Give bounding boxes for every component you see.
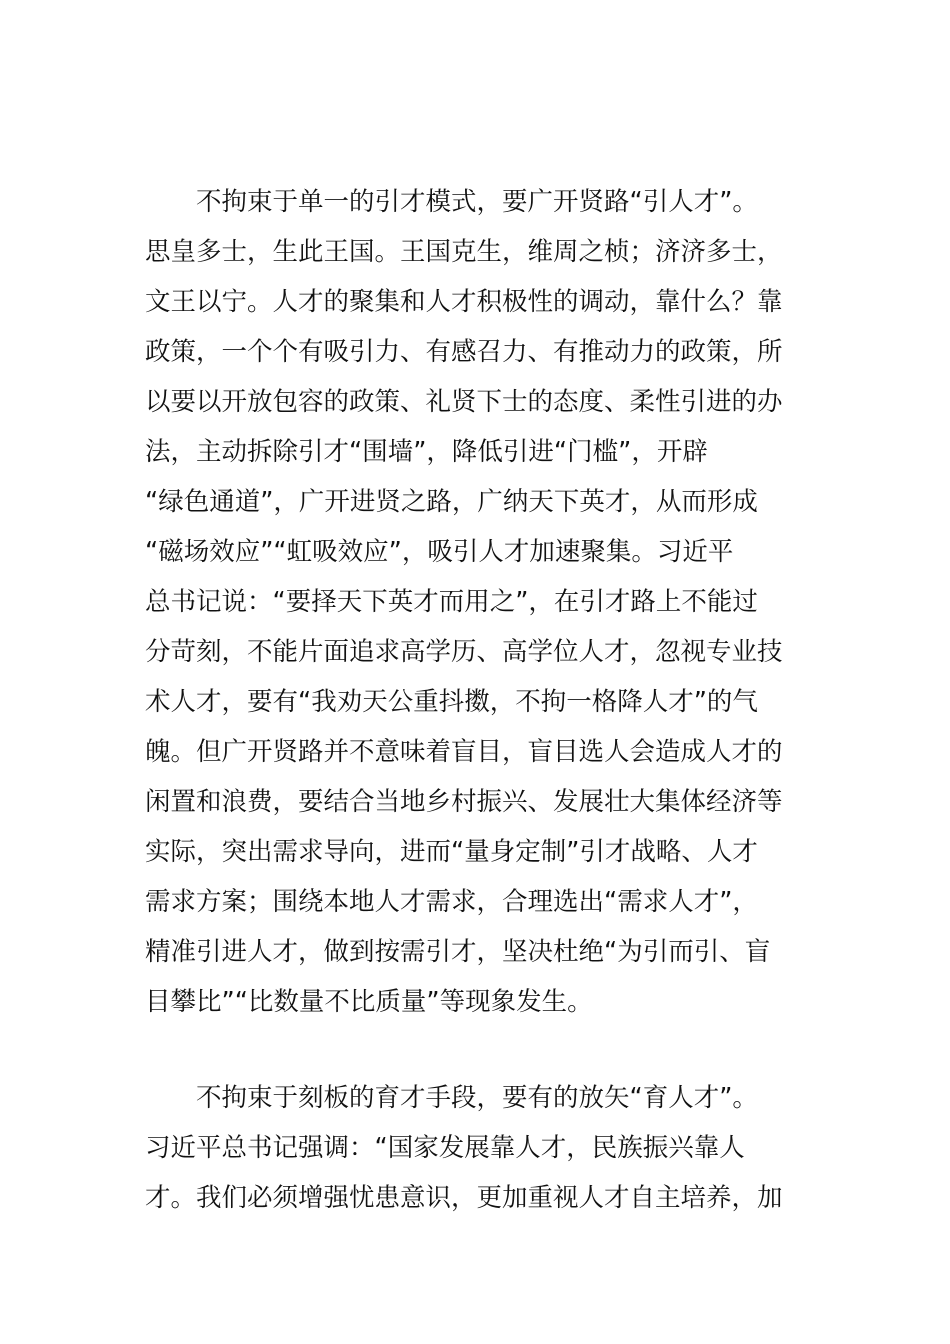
paragraph-line: 法，主动拆除引才“围墙”，降低引进“门槛”，开辟 xyxy=(145,437,708,467)
paragraph-line: 不拘束于刻板的育才手段，要有的放矢“育人才”。 xyxy=(196,1083,758,1113)
paragraph-recruit-talent xyxy=(145,177,810,1027)
paragraph-line: 政策，一个个有吸引力、有感召力、有推动力的政策，所 xyxy=(145,337,783,367)
paragraph-line: “磁场效应”“虹吸效应”，吸引人才加速聚集。习近平 xyxy=(145,537,734,567)
paragraph-line: 魄。但广开贤路并不意味着盲目，盲目选人会造成人才的 xyxy=(145,737,783,767)
paragraph-line: 以要以开放包容的政策、礼贤下士的态度、柔性引进的办 xyxy=(145,387,783,417)
paragraph-line: “绿色通道”，广开进贤之路，广纳天下英才，从而形成 xyxy=(145,487,758,517)
paragraph-line: 思皇多士，生此王国。王国克生，维周之桢；济济多士， xyxy=(145,237,783,267)
paragraph-line: 习近平总书记强调：“国家发展靠人才，民族振兴靠人 xyxy=(145,1133,745,1163)
paragraph-line: 文王以宁。人才的聚集和人才积极性的调动，靠什么？靠 xyxy=(145,287,783,317)
paragraph-line: 分苛刻，不能片面追求高学历、高学位人才，忽视专业技 xyxy=(145,637,783,667)
paragraph-line: 需求方案；围绕本地人才需求，合理选出“需求人才”， xyxy=(145,887,758,917)
paragraph-line: 实际，突出需求导向，进而“量身定制”引才战略、人才 xyxy=(145,837,758,867)
paragraph-line: 精准引进人才，做到按需引才，坚决杜绝“为引而引、盲 xyxy=(145,937,771,967)
paragraph-line: 闲置和浪费，要结合当地乡村振兴、发展壮大集体经济等 xyxy=(145,787,783,817)
paragraph-line: 不拘束于单一的引才模式，要广开贤路“引人才”。 xyxy=(196,187,758,217)
paragraph-line: 才。我们必须增强忧患意识，更加重视人才自主培养，加 xyxy=(145,1183,783,1213)
paragraph-line: 总书记说：“要择天下英才而用之”，在引才路上不能过 xyxy=(145,587,758,617)
paragraph-line: 术人才，要有“我劝天公重抖擞，不拘一格降人才”的气 xyxy=(145,687,758,717)
paragraph-line: 目攀比”“比数量不比质量”等现象发生。 xyxy=(145,987,593,1017)
paragraph-cultivate-talent xyxy=(145,1073,810,1223)
